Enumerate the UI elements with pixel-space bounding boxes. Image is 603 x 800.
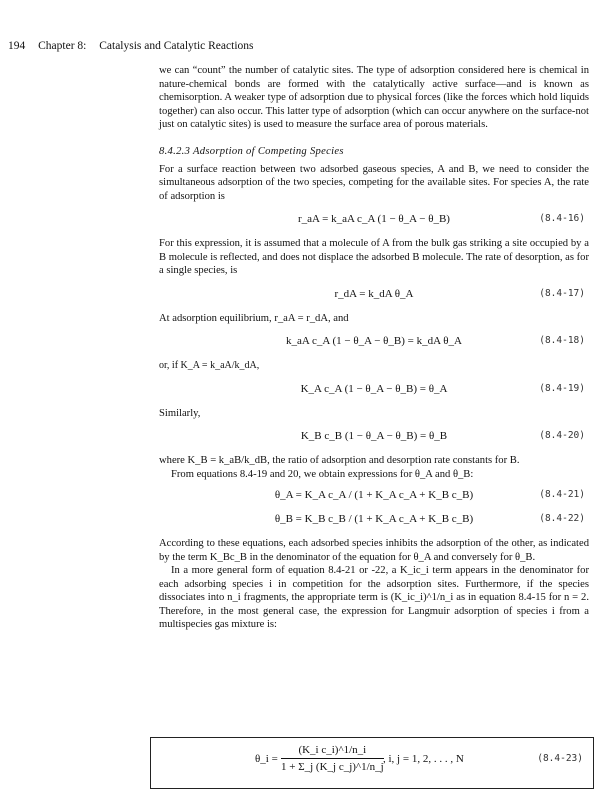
paragraph-chemisorption: we can “count” the number of catalytic sites. The type of adsorption considered here is chemical in nature-chemical bonds are formed with the catalytically active surface—and is known as chemisorption. A weaker type of adsorption due to physical forces (like the forces which hold liquids together) can also occur. This latter type of adsorption (which can occur anywhere on the surface-not just on catalytic sites) is used to measure the surface area of porous materials. [159,65,589,130]
equation-text: K_B c_B (1 − θ_A − θ_B) = θ_B [300,430,448,442]
equation-8-4-20 [159,426,589,448]
equation-number: (8.4-18) [539,335,585,346]
equation-number: (8.4-19) [539,382,585,394]
chapter-label: Chapter 8: [38,40,87,52]
boxed-equation-8-4-23 [150,737,594,789]
boxed-equation-fraction [281,744,384,773]
paragraph-theta-expressions: From equations 8.4-19 and 20, we obtain expressions for θ_A and θ_B: [171,468,474,480]
page-header [8,40,264,52]
equation-8-4-19 [159,379,589,401]
equation-number: (8.4-21) [539,489,585,500]
paragraph-ka-definition: or, if K_A = k_aA/k_dA, [159,360,260,371]
equation-8-4-22 [159,509,589,531]
chapter-title: Catalysis and Catalytic Reactions [99,40,254,52]
page-body [159,64,589,632]
equation-text: r_aA = k_aA c_A (1 − θ_A − θ_B) [298,213,450,225]
equation-number: (8.4-20) [539,430,585,441]
equation-number: (8.4-16) [539,213,585,224]
paragraph-competing-species: For a surface reaction between two adsorbed gaseous species, A and B, we need to consider the simultaneous adsorption of the two species, competing for the available sites. For species A, the rate of adsorption is [159,163,589,202]
equation-text: θ_A = K_A c_A / (1 + K_A c_A + K_B c_B) [274,489,474,501]
boxed-equation-denominator: 1 + Σ_j (K_j c_j)^1/n_j [281,761,384,773]
equation-text: K_A c_A (1 − θ_A − θ_B) = θ_A [300,382,448,395]
equation-number: (8.4-22) [539,513,585,524]
paragraph-general-form: In a more general form of equation 8.4-21 or -22, a K_ic_i term appears in the denominator for each adsorbing species i in competition for the adsorption sites. Furthermore, if the species dissociates into n_i fragments, the appropriate term is (K_ic_i)^1/n_i as in equation 8.4-15 for n = 2. Therefore, in the most general case, the expression for Langmuir adsorption of species i from a multispecies gas mixture is: [159,565,589,630]
equation-8-4-16 [159,209,589,231]
equation-number: (8.4-17) [539,287,585,299]
paragraph-similarly: Similarly, [159,407,201,419]
section-heading: 8.4.2.3 Adsorption of Competing Species [159,145,344,157]
boxed-equation-lhs: θ_i = [255,753,278,765]
equation-8-4-17 [159,284,589,306]
paragraph-reflection-assumption: For this expression, it is assumed that a molecule of A from the bulk gas striking a site occupied by a B molecule is reflected, and does not displace the adsorbed B molecule. The rate of desorption, as for a single species, is [159,238,589,276]
equation-text: r_dA = k_dA θ_A [334,287,414,300]
paragraph-inhibition: According to these equations, each adsorbed species inhibits the adsorption of the other, as indicated by the term K_Bc_B in the denominator of the equation for θ_A and conversely for θ_B. [159,538,589,563]
equation-8-4-18 [159,331,589,353]
boxed-equation-condition: , i, j = 1, 2, . . . , N [383,753,464,765]
page-number: 194 [8,40,26,52]
equation-text: θ_B = K_B c_B / (1 + K_A c_A + K_B c_B) [274,513,474,525]
paragraph-equilibrium: At adsorption equilibrium, r_aA = r_dA, and [159,312,349,324]
boxed-equation-numerator: (K_i c_i)^1/n_i [281,744,384,759]
boxed-equation-number: (8.4-23) [537,753,583,764]
paragraph-kb-definition: where K_B = k_aB/k_dB, the ratio of adsorption and desorption rate constants for B. [159,455,520,466]
equation-8-4-21 [159,485,589,507]
equation-text: k_aA c_A (1 − θ_A − θ_B) = k_dA θ_A [286,335,462,347]
